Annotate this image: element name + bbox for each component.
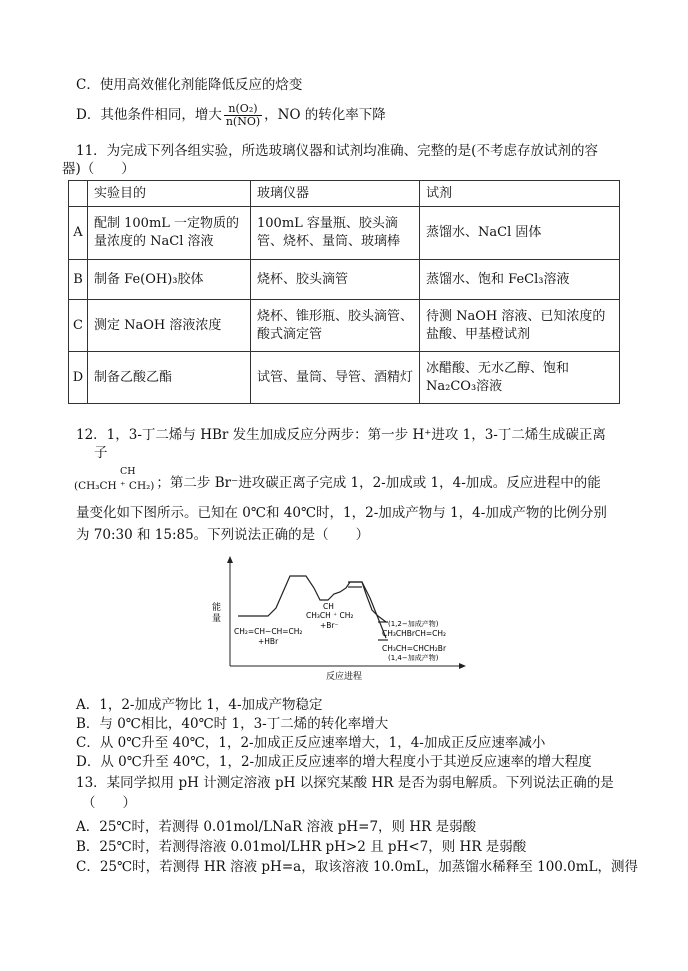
energy-xlabel: 反应进程	[326, 672, 363, 682]
q10-option-d-prefix: D．其他条件相同，增大	[76, 107, 222, 123]
table-cell-reagent: 冰醋酸、无水乙醇、饱和 Na₂CO₃溶液	[420, 352, 620, 404]
table-cell-reagent: 蒸馏水、NaCl 固体	[420, 207, 620, 260]
q10-option-d-suffix: ，NO 的转化率下降	[264, 107, 386, 123]
energy-axis-x-arrow	[459, 663, 466, 669]
q13-stem-line2: （ ）	[82, 795, 136, 811]
table-row	[69, 207, 620, 260]
carbocation-main: (CH₃CH ⁺ CH₂)	[74, 480, 155, 492]
q13-option-b: B．25℃时，若测得溶液 0.01mol/LHR pH>2 且 pH<7，则 HR 是弱酸	[76, 839, 527, 855]
energy-axis-y-arrow	[227, 556, 233, 563]
table-cell-glassware: 烧杯、锥形瓶、胶头滴管、酸式滴定管	[251, 300, 420, 352]
energy-ylabel-1: 能	[212, 603, 222, 613]
q12-stem-line3	[74, 466, 601, 493]
q12-option-d: D．从 0℃升至 40℃，1，2-加成正反应速率的增大程度小于其逆反应速率的增大程度	[76, 754, 592, 770]
table-header-cell: 玻璃仪器	[251, 181, 420, 207]
q10-fraction	[224, 103, 262, 128]
q12-stem-line3-text: ；第二步 Br⁻进攻碳正离子完成 1，2-加成或 1，4-加成。反应进程中的能	[156, 475, 601, 491]
table-row	[69, 352, 620, 404]
q12-option-a: A．1，2-加成产物比 1，4-加成产物稳定	[76, 697, 323, 713]
table-cell-glassware: 100mL 容量瓶、胶头滴管、烧杯、量筒、玻璃棒	[251, 207, 420, 260]
intermediate-label-main: CH₃CH ⁺ CH₂	[306, 611, 354, 620]
table-cell-option: B	[69, 260, 88, 300]
q10-option-d	[76, 100, 386, 130]
product-12-tag: (1,2−加成产物)	[388, 620, 439, 628]
reactant-label-1: CH₂=CH−CH=CH₂	[234, 627, 303, 636]
q12-option-b: B．与 0℃相比，40℃时 1，3-丁二烯的转化率增大	[76, 716, 389, 732]
q12-option-c: C．从 0℃升至 40℃，1，2-加成正反应速率增大，1，4-加成正反应速率减小	[76, 735, 546, 751]
table-header-cell: 试剂	[420, 181, 620, 207]
q12-stem-line4: 量变化如下图所示。已知在 0℃和 40℃时，1，2-加成产物与 1，4-加成产物的比例分别	[76, 505, 607, 521]
energy-diagram	[210, 554, 470, 684]
carbocation-ch: CH	[120, 466, 136, 477]
table-row	[69, 300, 620, 352]
table-cell-glassware: 试管、量筒、导管、酒精灯	[251, 352, 420, 404]
table-cell-purpose: 测定 NaOH 溶液浓度	[88, 300, 251, 352]
product-14-formula: CH₃CH=CHCH₂Br	[382, 644, 447, 653]
q13-option-a: A．25℃时，若测得 0.01mol/LNaR 溶液 pH=7，则 HR 是弱酸	[76, 819, 477, 835]
q11-stem-line2: 器)（ ）	[62, 161, 135, 177]
q11-table	[68, 180, 620, 404]
q13-stem-line1: 13．某同学拟用 pH 计测定溶液 pH 以探究某酸 HR 是否为弱电解质。下列说法正确的是	[76, 775, 614, 791]
table-cell-option: A	[69, 207, 88, 260]
carbocation-formula	[74, 466, 155, 495]
q12-stem-line2: 子	[94, 445, 108, 461]
q10-fraction-numerator: n(O₂)	[224, 103, 262, 116]
table-cell-option: C	[69, 300, 88, 352]
q11-stem-line1: 11．为完成下列各组实验，所选玻璃仪器和试剂均准确、完整的是(不考虑存放试剂的容	[76, 143, 598, 159]
intermediate-label-br: +Br⁻	[320, 621, 339, 630]
product-14-tag: (1,4−加成产物)	[388, 654, 439, 662]
table-header-row	[69, 181, 620, 207]
product-12-formula: CH₃CHBrCH=CH₂	[382, 629, 447, 638]
table-header-cell: 实验目的	[88, 181, 251, 207]
q13-option-c: C．25℃时，若测得 HR 溶液 pH=a，取该溶液 10.0mL，加蒸馏水稀释至 100.0mL，测得	[76, 859, 639, 875]
table-cell-reagent: 待测 NaOH 溶液、已知浓度的盐酸、甲基橙试剂	[420, 300, 620, 352]
table-cell-option: D	[69, 352, 88, 404]
table-cell-glassware: 烧杯、胶头滴管	[251, 260, 420, 300]
intermediate-label-ch: CH	[323, 602, 334, 611]
table-cell-purpose: 制备乙酸乙酯	[88, 352, 251, 404]
table-row	[69, 260, 620, 300]
q10-fraction-denominator: n(NO)	[225, 115, 261, 128]
table-header-cell	[69, 181, 88, 207]
q12-stem-line1: 12．1，3-丁二烯与 HBr 发生加成反应分两步：第一步 H⁺进攻 1，3-丁二烯生成碳正离	[76, 427, 606, 443]
table-cell-purpose: 配制 100mL 一定物质的量浓度的 NaCl 溶液	[88, 207, 251, 260]
energy-ylabel-2: 量	[212, 614, 222, 624]
q10-option-c: C．使用高效催化剂能降低反应的焓变	[76, 77, 303, 93]
reactant-label-2: +HBr	[258, 637, 279, 646]
table-cell-reagent: 蒸馏水、饱和 FeCl₃溶液	[420, 260, 620, 300]
q12-stem-line5: 为 70:30 和 15:85。下列说法正确的是（ ）	[76, 527, 370, 543]
table-cell-purpose: 制备 Fe(OH)₃胶体	[88, 260, 251, 300]
